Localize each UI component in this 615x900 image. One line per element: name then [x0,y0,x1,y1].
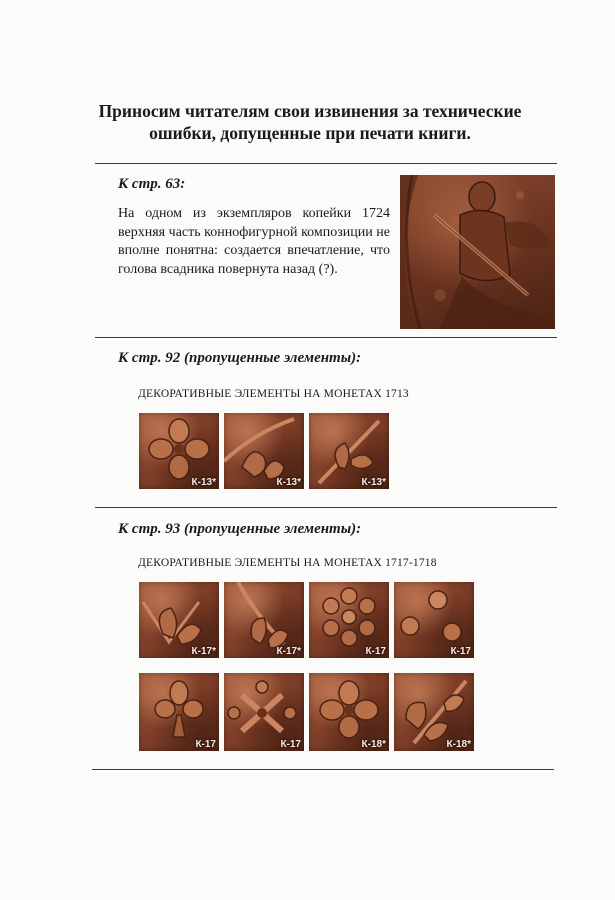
divider [95,163,557,164]
page-title: Приносим читателям свои извинения за технические ошибки, допущенные при печати книги. [98,101,522,143]
coin-1717-5 [139,673,219,751]
coin-1717-1 [139,582,219,658]
section-heading-p93: К стр. 93 (пропущенные элементы): [118,521,362,537]
coin-1713-1 [139,413,219,489]
coin-1717-4 [394,582,474,658]
coin-label: К-18* [361,739,386,750]
caption-1713: ДЕКОРАТИВНЫЕ ЭЛЕМЕНТЫ НА МОНЕТАХ 1713 [138,388,409,400]
divider [95,507,557,508]
coin-photo-1724 [400,175,555,329]
coin-label: К-18* [446,739,471,750]
coin-label: К-17* [276,646,301,657]
section-text-p63: На одном из экземпляров копейки 1724 верхняя часть коннофигурной композиции не вполне понятна: создается впечатление, что голова всадника повернута назад (?). [118,206,390,277]
coin-label: К-13* [276,477,301,488]
coin-label: К-17 [450,646,471,657]
coin-1718-1 [309,673,389,751]
coin-1713-2 [224,413,304,489]
divider [95,337,557,338]
section-heading-p63: К стр. 63: [118,176,186,192]
coin-label: К-13* [361,477,386,488]
coin-1717-2 [224,582,304,658]
coin-1717-6 [224,673,304,751]
coin-label: К-13* [191,477,216,488]
caption-1717-1718: ДЕКОРАТИВНЫЕ ЭЛЕМЕНТЫ НА МОНЕТАХ 1717-1718 [138,557,437,569]
coin-label: К-17 [280,739,301,750]
rider-coin-icon [400,175,555,329]
divider [92,769,554,770]
section-heading-p92: К стр. 92 (пропущенные элементы): [118,350,362,366]
coin-label: К-17* [191,646,216,657]
coin-1718-2 [394,673,474,751]
coin-label: К-17 [365,646,386,657]
coin-1717-3 [309,582,389,658]
coin-1713-3 [309,413,389,489]
coin-label: К-17 [195,739,216,750]
